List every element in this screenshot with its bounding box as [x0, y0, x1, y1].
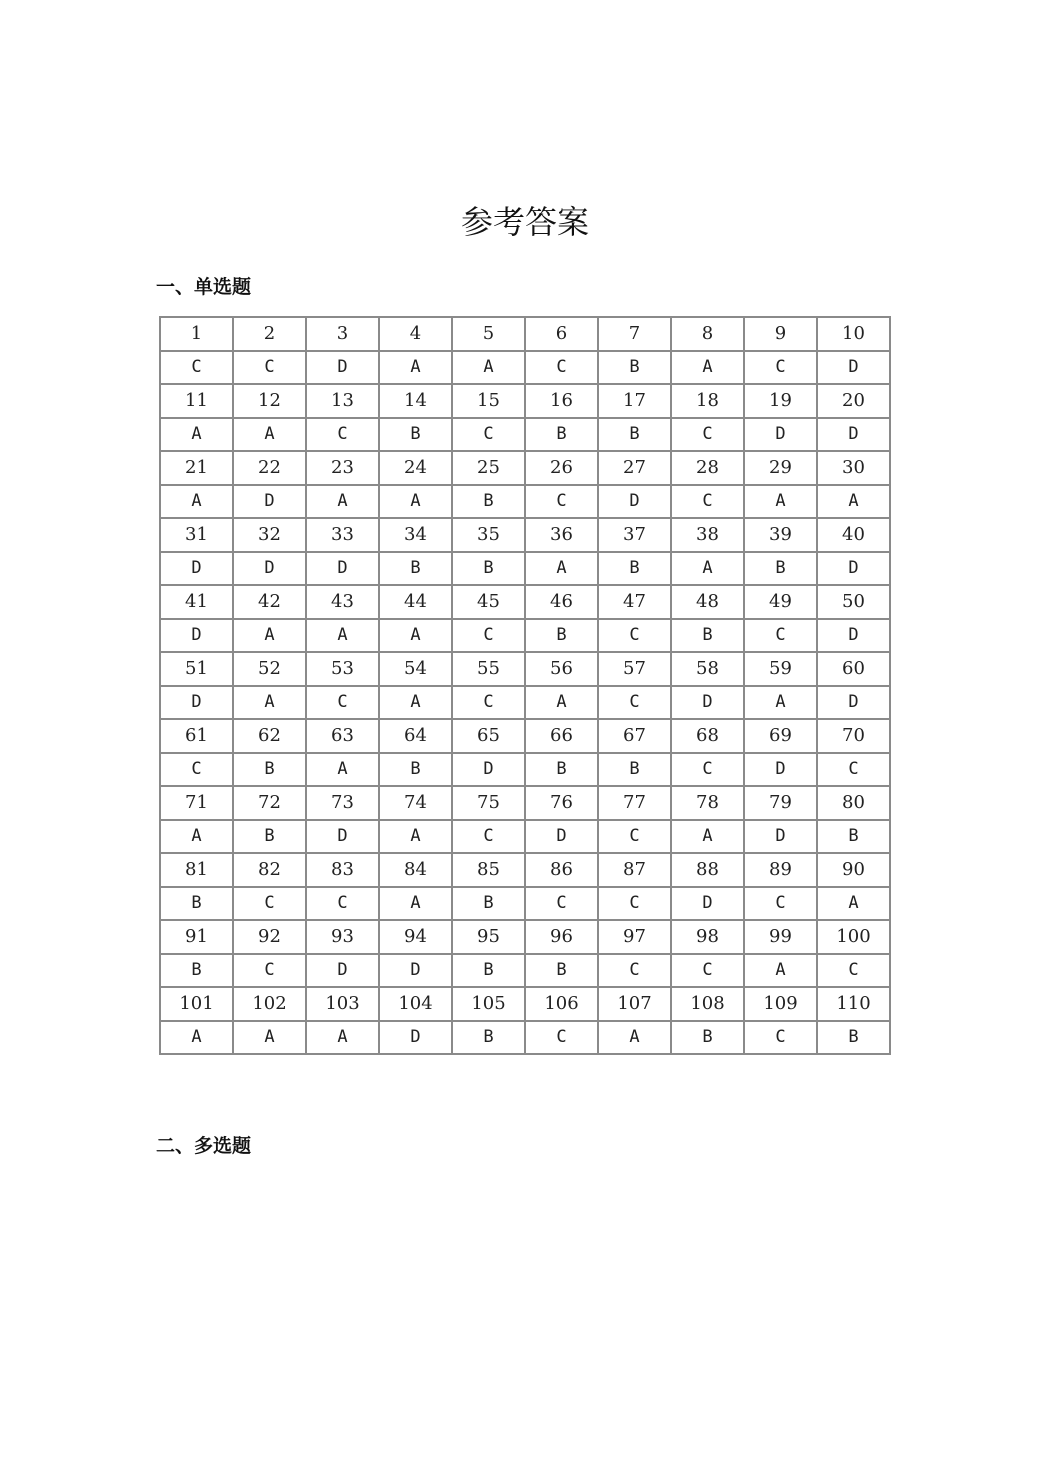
question-number-cell: 61: [160, 719, 233, 753]
answer-cell: A: [233, 418, 306, 452]
answer-cell: B: [452, 887, 525, 921]
question-number-cell: 85: [452, 853, 525, 887]
answer-table-body: [160, 317, 890, 1054]
answer-cell: C: [160, 351, 233, 385]
question-number-cell: 100: [817, 920, 890, 954]
answer-cell: C: [233, 887, 306, 921]
question-number-row: [160, 384, 890, 418]
answer-cell: A: [160, 820, 233, 854]
question-number-cell: 68: [671, 719, 744, 753]
section-heading-single-choice: 一、单选题: [156, 276, 252, 298]
question-number-row: [160, 987, 890, 1021]
question-number-cell: 87: [598, 853, 671, 887]
answer-cell: C: [671, 485, 744, 519]
answer-cell: B: [817, 1021, 890, 1055]
question-number-cell: 91: [160, 920, 233, 954]
question-number-cell: 11: [160, 384, 233, 418]
question-number-cell: 9: [744, 317, 817, 351]
answer-cell: A: [379, 351, 452, 385]
answer-cell: D: [744, 418, 817, 452]
question-number-cell: 29: [744, 451, 817, 485]
answer-cell: D: [671, 887, 744, 921]
answer-cell: D: [306, 351, 379, 385]
question-number-cell: 47: [598, 585, 671, 619]
answer-cell: C: [598, 686, 671, 720]
question-number-cell: 26: [525, 451, 598, 485]
answer-cell: C: [306, 418, 379, 452]
question-number-cell: 66: [525, 719, 598, 753]
answer-cell: C: [452, 418, 525, 452]
answer-cell: C: [744, 619, 817, 653]
question-number-cell: 28: [671, 451, 744, 485]
question-number-cell: 57: [598, 652, 671, 686]
answer-cell: C: [160, 753, 233, 787]
question-number-cell: 18: [671, 384, 744, 418]
question-number-cell: 23: [306, 451, 379, 485]
question-number-cell: 37: [598, 518, 671, 552]
question-number-cell: 53: [306, 652, 379, 686]
answer-cell: A: [379, 686, 452, 720]
question-number-cell: 7: [598, 317, 671, 351]
answer-cell: D: [598, 485, 671, 519]
answer-cell: D: [379, 1021, 452, 1055]
question-number-cell: 73: [306, 786, 379, 820]
answer-cell: B: [233, 820, 306, 854]
question-number-cell: 45: [452, 585, 525, 619]
question-number-cell: 34: [379, 518, 452, 552]
answer-cell: C: [671, 954, 744, 988]
answer-cell: D: [817, 418, 890, 452]
question-number-row: [160, 853, 890, 887]
answer-cell: C: [525, 485, 598, 519]
question-number-cell: 86: [525, 853, 598, 887]
answer-cell: B: [525, 418, 598, 452]
answer-cell: B: [160, 954, 233, 988]
answer-row: [160, 954, 890, 988]
answer-cell: B: [160, 887, 233, 921]
question-number-cell: 88: [671, 853, 744, 887]
answer-cell: A: [452, 351, 525, 385]
question-number-cell: 13: [306, 384, 379, 418]
answer-cell: D: [379, 954, 452, 988]
question-number-cell: 65: [452, 719, 525, 753]
answer-cell: D: [744, 820, 817, 854]
question-number-cell: 52: [233, 652, 306, 686]
answer-cell: C: [306, 686, 379, 720]
question-number-cell: 43: [306, 585, 379, 619]
answer-cell: A: [306, 1021, 379, 1055]
answer-cell: A: [817, 887, 890, 921]
answer-cell: D: [817, 686, 890, 720]
question-number-cell: 38: [671, 518, 744, 552]
answer-row: [160, 485, 890, 519]
question-number-cell: 1: [160, 317, 233, 351]
question-number-cell: 77: [598, 786, 671, 820]
answer-cell: C: [525, 1021, 598, 1055]
question-number-cell: 97: [598, 920, 671, 954]
answer-cell: A: [525, 686, 598, 720]
question-number-cell: 20: [817, 384, 890, 418]
answer-cell: B: [452, 954, 525, 988]
question-number-cell: 69: [744, 719, 817, 753]
answer-cell: D: [160, 619, 233, 653]
answer-cell: D: [233, 552, 306, 586]
answer-cell: D: [160, 686, 233, 720]
section-heading-multiple-choice: 二、多选题: [156, 1135, 252, 1157]
answer-row: [160, 820, 890, 854]
question-number-cell: 105: [452, 987, 525, 1021]
answer-cell: B: [525, 619, 598, 653]
answer-cell: B: [525, 753, 598, 787]
answer-cell: C: [452, 619, 525, 653]
question-number-cell: 64: [379, 719, 452, 753]
question-number-cell: 62: [233, 719, 306, 753]
question-number-cell: 19: [744, 384, 817, 418]
answer-cell: C: [525, 887, 598, 921]
question-number-cell: 101: [160, 987, 233, 1021]
question-number-cell: 60: [817, 652, 890, 686]
question-number-cell: 71: [160, 786, 233, 820]
question-number-row: [160, 652, 890, 686]
question-number-cell: 55: [452, 652, 525, 686]
answer-cell: B: [671, 1021, 744, 1055]
answer-cell: A: [233, 686, 306, 720]
question-number-cell: 94: [379, 920, 452, 954]
answer-cell: B: [452, 552, 525, 586]
question-number-cell: 50: [817, 585, 890, 619]
answer-cell: D: [817, 351, 890, 385]
answer-cell: C: [306, 887, 379, 921]
answer-cell: A: [744, 954, 817, 988]
answer-cell: D: [233, 485, 306, 519]
answer-cell: D: [160, 552, 233, 586]
answer-cell: D: [306, 552, 379, 586]
question-number-cell: 36: [525, 518, 598, 552]
answer-cell: A: [306, 485, 379, 519]
question-number-cell: 63: [306, 719, 379, 753]
answer-cell: C: [525, 351, 598, 385]
answer-cell: B: [598, 753, 671, 787]
answer-cell: D: [817, 619, 890, 653]
answer-cell: A: [744, 485, 817, 519]
answer-cell: B: [817, 820, 890, 854]
answer-cell: A: [233, 1021, 306, 1055]
answer-cell: D: [525, 820, 598, 854]
answer-cell: B: [598, 418, 671, 452]
question-number-row: [160, 451, 890, 485]
question-number-cell: 44: [379, 585, 452, 619]
question-number-cell: 42: [233, 585, 306, 619]
answer-cell: A: [671, 820, 744, 854]
question-number-cell: 41: [160, 585, 233, 619]
question-number-cell: 48: [671, 585, 744, 619]
answer-cell: B: [598, 552, 671, 586]
answer-cell: A: [817, 485, 890, 519]
answer-cell: D: [671, 686, 744, 720]
question-number-cell: 98: [671, 920, 744, 954]
answer-cell: C: [744, 887, 817, 921]
answer-cell: B: [452, 1021, 525, 1055]
answer-cell: C: [744, 351, 817, 385]
answer-cell: C: [452, 820, 525, 854]
question-number-cell: 103: [306, 987, 379, 1021]
question-number-cell: 99: [744, 920, 817, 954]
question-number-cell: 30: [817, 451, 890, 485]
question-number-cell: 2: [233, 317, 306, 351]
page-title: 参考答案: [460, 203, 589, 241]
answer-row: [160, 1021, 890, 1055]
question-number-cell: 39: [744, 518, 817, 552]
question-number-cell: 104: [379, 987, 452, 1021]
question-number-cell: 6: [525, 317, 598, 351]
question-number-row: [160, 518, 890, 552]
question-number-cell: 109: [744, 987, 817, 1021]
question-number-cell: 95: [452, 920, 525, 954]
question-number-cell: 4: [379, 317, 452, 351]
answer-cell: A: [306, 619, 379, 653]
question-number-cell: 10: [817, 317, 890, 351]
answer-cell: C: [598, 954, 671, 988]
question-number-row: [160, 920, 890, 954]
answer-cell: B: [598, 351, 671, 385]
question-number-cell: 21: [160, 451, 233, 485]
answer-cell: B: [379, 552, 452, 586]
question-number-cell: 81: [160, 853, 233, 887]
answer-cell: C: [671, 753, 744, 787]
question-number-cell: 51: [160, 652, 233, 686]
question-number-cell: 12: [233, 384, 306, 418]
question-number-cell: 22: [233, 451, 306, 485]
answer-cell: B: [379, 418, 452, 452]
answer-table: [159, 316, 891, 1055]
answer-cell: B: [233, 753, 306, 787]
question-number-cell: 107: [598, 987, 671, 1021]
answer-cell: D: [744, 753, 817, 787]
answer-cell: A: [233, 619, 306, 653]
question-number-cell: 58: [671, 652, 744, 686]
question-number-cell: 93: [306, 920, 379, 954]
answer-cell: A: [379, 820, 452, 854]
question-number-cell: 35: [452, 518, 525, 552]
question-number-row: [160, 786, 890, 820]
answer-cell: D: [817, 552, 890, 586]
question-number-cell: 92: [233, 920, 306, 954]
answer-row: [160, 753, 890, 787]
question-number-cell: 27: [598, 451, 671, 485]
answer-cell: A: [306, 753, 379, 787]
answer-cell: B: [379, 753, 452, 787]
answer-cell: C: [233, 954, 306, 988]
question-number-cell: 46: [525, 585, 598, 619]
answer-cell: D: [306, 954, 379, 988]
answer-cell: A: [379, 619, 452, 653]
question-number-cell: 75: [452, 786, 525, 820]
answer-cell: B: [452, 485, 525, 519]
answer-cell: C: [598, 887, 671, 921]
question-number-cell: 70: [817, 719, 890, 753]
question-number-cell: 40: [817, 518, 890, 552]
question-number-cell: 108: [671, 987, 744, 1021]
question-number-cell: 31: [160, 518, 233, 552]
question-number-cell: 3: [306, 317, 379, 351]
question-number-cell: 25: [452, 451, 525, 485]
answer-cell: A: [671, 552, 744, 586]
answer-cell: A: [160, 1021, 233, 1055]
question-number-row: [160, 585, 890, 619]
question-number-cell: 74: [379, 786, 452, 820]
answer-cell: C: [598, 820, 671, 854]
question-number-cell: 80: [817, 786, 890, 820]
question-number-cell: 5: [452, 317, 525, 351]
question-number-cell: 90: [817, 853, 890, 887]
answer-cell: B: [671, 619, 744, 653]
question-number-cell: 78: [671, 786, 744, 820]
question-number-cell: 89: [744, 853, 817, 887]
question-number-cell: 54: [379, 652, 452, 686]
question-number-cell: 8: [671, 317, 744, 351]
question-number-cell: 83: [306, 853, 379, 887]
answer-cell: A: [160, 485, 233, 519]
question-number-cell: 59: [744, 652, 817, 686]
answer-row: [160, 619, 890, 653]
question-number-cell: 33: [306, 518, 379, 552]
question-number-cell: 102: [233, 987, 306, 1021]
answer-cell: C: [671, 418, 744, 452]
answer-row: [160, 552, 890, 586]
answer-cell: B: [744, 552, 817, 586]
question-number-cell: 16: [525, 384, 598, 418]
answer-cell: A: [744, 686, 817, 720]
question-number-cell: 76: [525, 786, 598, 820]
answer-cell: C: [744, 1021, 817, 1055]
answer-cell: A: [379, 485, 452, 519]
question-number-cell: 79: [744, 786, 817, 820]
question-number-cell: 49: [744, 585, 817, 619]
answer-cell: D: [306, 820, 379, 854]
question-number-cell: 67: [598, 719, 671, 753]
answer-cell: C: [452, 686, 525, 720]
question-number-cell: 17: [598, 384, 671, 418]
question-number-cell: 110: [817, 987, 890, 1021]
answer-cell: A: [598, 1021, 671, 1055]
answer-cell: A: [525, 552, 598, 586]
answer-row: [160, 351, 890, 385]
answer-row: [160, 686, 890, 720]
answer-cell: C: [817, 753, 890, 787]
answer-cell: C: [233, 351, 306, 385]
question-number-cell: 56: [525, 652, 598, 686]
answer-row: [160, 418, 890, 452]
answer-cell: C: [598, 619, 671, 653]
question-number-row: [160, 317, 890, 351]
answer-cell: A: [379, 887, 452, 921]
answer-cell: A: [160, 418, 233, 452]
answer-row: [160, 887, 890, 921]
answer-cell: B: [525, 954, 598, 988]
answer-cell: C: [817, 954, 890, 988]
question-number-cell: 24: [379, 451, 452, 485]
question-number-cell: 14: [379, 384, 452, 418]
question-number-cell: 15: [452, 384, 525, 418]
answer-cell: D: [452, 753, 525, 787]
question-number-cell: 82: [233, 853, 306, 887]
question-number-row: [160, 719, 890, 753]
question-number-cell: 72: [233, 786, 306, 820]
question-number-cell: 32: [233, 518, 306, 552]
question-number-cell: 96: [525, 920, 598, 954]
question-number-cell: 106: [525, 987, 598, 1021]
question-number-cell: 84: [379, 853, 452, 887]
answer-cell: A: [671, 351, 744, 385]
